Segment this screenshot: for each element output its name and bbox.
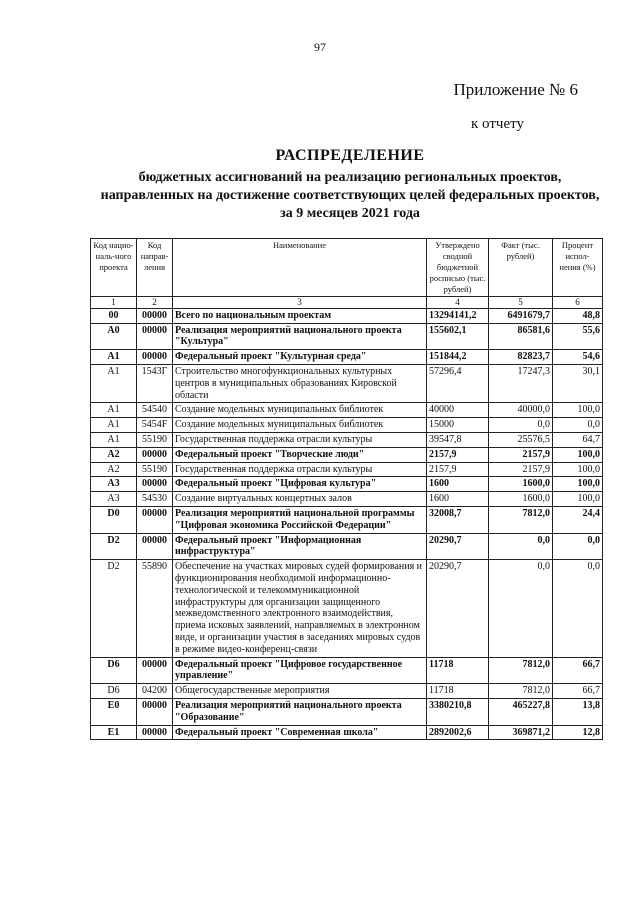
table-row — [91, 657, 603, 684]
cell-percent: 64,7 — [553, 433, 603, 448]
table-row — [91, 533, 603, 560]
table-row — [91, 462, 603, 477]
cell-approved: 2157,9 — [427, 447, 489, 462]
cell-direction-code: 00000 — [137, 725, 173, 740]
budget-table — [90, 238, 603, 740]
cell-fact: 369871,2 — [489, 725, 553, 740]
header-percent: Процент испол-нения (%) — [553, 239, 603, 297]
cell-approved: 3380210,8 — [427, 698, 489, 725]
table-row — [91, 447, 603, 462]
cell-name: Создание модельных муниципальных библиотек — [173, 418, 427, 433]
cell-name: Государственная поддержка отрасли культуры — [173, 462, 427, 477]
cell-project-code: D2 — [91, 560, 137, 657]
cell-direction-code: 00000 — [137, 698, 173, 725]
cell-project-code: A1 — [91, 365, 137, 403]
cell-approved: 57296,4 — [427, 365, 489, 403]
cell-direction-code: 54530 — [137, 492, 173, 507]
cell-name: Федеральный проект "Творческие люди" — [173, 447, 427, 462]
document-title — [100, 147, 600, 224]
header-name: Наименование — [173, 239, 427, 297]
cell-project-code: A0 — [91, 323, 137, 350]
cell-name: Федеральный проект "Цифровая культура" — [173, 477, 427, 492]
header-fact: Факт (тыс. рублей) — [489, 239, 553, 297]
cell-name: Федеральный проект "Цифровое государственное управление" — [173, 657, 427, 684]
cell-name: Федеральный проект "Культурная среда" — [173, 350, 427, 365]
cell-direction-code: 00000 — [137, 447, 173, 462]
title-main: РАСПРЕДЕЛЕНИЕ — [275, 147, 425, 164]
cell-percent: 0,0 — [553, 560, 603, 657]
cell-fact: 1600,0 — [489, 477, 553, 492]
header-direction: Код направ-ления — [137, 239, 173, 297]
cell-direction-code: 5454F — [137, 418, 173, 433]
cell-approved: 39547,8 — [427, 433, 489, 448]
cell-fact: 0,0 — [489, 533, 553, 560]
cell-name: Обеспечение на участках мировых судей формирования и функционирования необходимой информационно-технологической и телекоммуникационной инфраструктуры для организации защищенного межведомственного электронного взаимодействия, приема исковых заявлений, направляемых в электронном виде, и организации участия в заседаниях мировых судов в режиме видео-конференц-связи — [173, 560, 427, 657]
cell-percent: 13,8 — [553, 698, 603, 725]
column-number: 3 — [173, 297, 427, 309]
cell-approved: 40000 — [427, 403, 489, 418]
appendix-label: Приложение № 6 — [453, 80, 578, 99]
cell-project-code: 00 — [91, 308, 137, 323]
cell-project-code: A1 — [91, 418, 137, 433]
cell-name: Строительство многофункциональных культурных центров в муниципальных образованиях Кировской области — [173, 365, 427, 403]
cell-direction-code: 54540 — [137, 403, 173, 418]
cell-fact: 2157,9 — [489, 462, 553, 477]
cell-percent: 66,7 — [553, 684, 603, 699]
table-row — [91, 350, 603, 365]
cell-direction-code: 55890 — [137, 560, 173, 657]
cell-direction-code: 55190 — [137, 462, 173, 477]
cell-name: Реализация мероприятий национального проекта "Культура" — [173, 323, 427, 350]
cell-approved: 1600 — [427, 477, 489, 492]
cell-project-code: D2 — [91, 533, 137, 560]
cell-percent: 12,8 — [553, 725, 603, 740]
table-row — [91, 418, 603, 433]
table-row — [91, 684, 603, 699]
cell-approved: 20290,7 — [427, 533, 489, 560]
table-header-row — [91, 239, 603, 297]
cell-direction-code: 00000 — [137, 308, 173, 323]
cell-approved: 20290,7 — [427, 560, 489, 657]
cell-percent: 66,7 — [553, 657, 603, 684]
cell-direction-code: 00000 — [137, 477, 173, 492]
cell-percent: 0,0 — [553, 533, 603, 560]
cell-fact: 0,0 — [489, 418, 553, 433]
cell-fact: 25576,5 — [489, 433, 553, 448]
cell-name: Всего по национальным проектам — [173, 308, 427, 323]
page-number: 97 — [314, 40, 326, 54]
column-number: 5 — [489, 297, 553, 309]
cell-percent: 55,6 — [553, 323, 603, 350]
cell-name: Создание виртуальных концертных залов — [173, 492, 427, 507]
cell-percent: 100,0 — [553, 477, 603, 492]
cell-fact: 7812,0 — [489, 507, 553, 534]
table-row — [91, 433, 603, 448]
cell-fact: 1600,0 — [489, 492, 553, 507]
cell-fact: 465227,8 — [489, 698, 553, 725]
cell-approved: 151844,2 — [427, 350, 489, 365]
cell-fact: 7812,0 — [489, 657, 553, 684]
cell-project-code: A3 — [91, 492, 137, 507]
cell-direction-code: 1543Г — [137, 365, 173, 403]
table-row — [91, 477, 603, 492]
cell-project-code: D6 — [91, 684, 137, 699]
cell-name: Общегосударственные мероприятия — [173, 684, 427, 699]
cell-fact: 2157,9 — [489, 447, 553, 462]
cell-approved: 1600 — [427, 492, 489, 507]
cell-project-code: E0 — [91, 698, 137, 725]
cell-fact: 0,0 — [489, 560, 553, 657]
column-number: 4 — [427, 297, 489, 309]
cell-project-code: D6 — [91, 657, 137, 684]
header-approved: Утверждено сводной бюджетной росписью (тыс. рублей) — [427, 239, 489, 297]
cell-approved: 155602,1 — [427, 323, 489, 350]
to-report-label: к отчету — [471, 116, 524, 132]
cell-approved: 2157,9 — [427, 462, 489, 477]
cell-percent: 0,0 — [553, 418, 603, 433]
cell-project-code: A3 — [91, 477, 137, 492]
cell-direction-code: 55190 — [137, 433, 173, 448]
cell-name: Реализация мероприятий национальной программы "Цифровая экономика Российской Федерации" — [173, 507, 427, 534]
cell-percent: 100,0 — [553, 447, 603, 462]
cell-project-code: A1 — [91, 433, 137, 448]
cell-fact: 40000,0 — [489, 403, 553, 418]
cell-project-code: A2 — [91, 462, 137, 477]
cell-direction-code: 00000 — [137, 323, 173, 350]
cell-direction-code: 00000 — [137, 350, 173, 365]
cell-direction-code: 04200 — [137, 684, 173, 699]
cell-percent: 100,0 — [553, 403, 603, 418]
table-row — [91, 308, 603, 323]
table-row — [91, 725, 603, 740]
cell-percent: 48,8 — [553, 308, 603, 323]
cell-fact: 7812,0 — [489, 684, 553, 699]
cell-project-code: E1 — [91, 725, 137, 740]
column-number: 2 — [137, 297, 173, 309]
cell-direction-code: 00000 — [137, 507, 173, 534]
cell-approved: 2892002,6 — [427, 725, 489, 740]
table-row — [91, 323, 603, 350]
cell-project-code: A1 — [91, 350, 137, 365]
table-row — [91, 507, 603, 534]
cell-approved: 11718 — [427, 684, 489, 699]
cell-fact: 6491679,7 — [489, 308, 553, 323]
cell-fact: 86581,6 — [489, 323, 553, 350]
cell-name: Федеральный проект "Современная школа" — [173, 725, 427, 740]
cell-fact: 17247,3 — [489, 365, 553, 403]
cell-fact: 82823,7 — [489, 350, 553, 365]
table-row — [91, 492, 603, 507]
cell-name: Реализация мероприятий национального проекта "Образование" — [173, 698, 427, 725]
cell-project-code: A1 — [91, 403, 137, 418]
table-row — [91, 698, 603, 725]
cell-percent: 30,1 — [553, 365, 603, 403]
cell-percent: 100,0 — [553, 462, 603, 477]
cell-approved: 13294141,2 — [427, 308, 489, 323]
cell-name: Создание модельных муниципальных библиотек — [173, 403, 427, 418]
column-number-row — [91, 297, 603, 309]
title-subtitle: бюджетных ассигнований на реализацию региональных проектов, направленных на достижение соответствующих целей федеральных проектов, за 9 месяцев 2021 года — [100, 170, 600, 222]
column-number: 6 — [553, 297, 603, 309]
cell-approved: 11718 — [427, 657, 489, 684]
table-row — [91, 403, 603, 418]
table-row — [91, 365, 603, 403]
column-number: 1 — [91, 297, 137, 309]
table-row — [91, 560, 603, 657]
cell-percent: 54,6 — [553, 350, 603, 365]
cell-approved: 32008,7 — [427, 507, 489, 534]
cell-direction-code: 00000 — [137, 657, 173, 684]
cell-direction-code: 00000 — [137, 533, 173, 560]
cell-percent: 24,4 — [553, 507, 603, 534]
cell-project-code: A2 — [91, 447, 137, 462]
cell-name: Государственная поддержка отрасли культуры — [173, 433, 427, 448]
cell-project-code: D0 — [91, 507, 137, 534]
cell-percent: 100,0 — [553, 492, 603, 507]
header-code: Код нацио-наль-ного проекта — [91, 239, 137, 297]
cell-approved: 15000 — [427, 418, 489, 433]
cell-name: Федеральный проект "Информационная инфраструктура" — [173, 533, 427, 560]
